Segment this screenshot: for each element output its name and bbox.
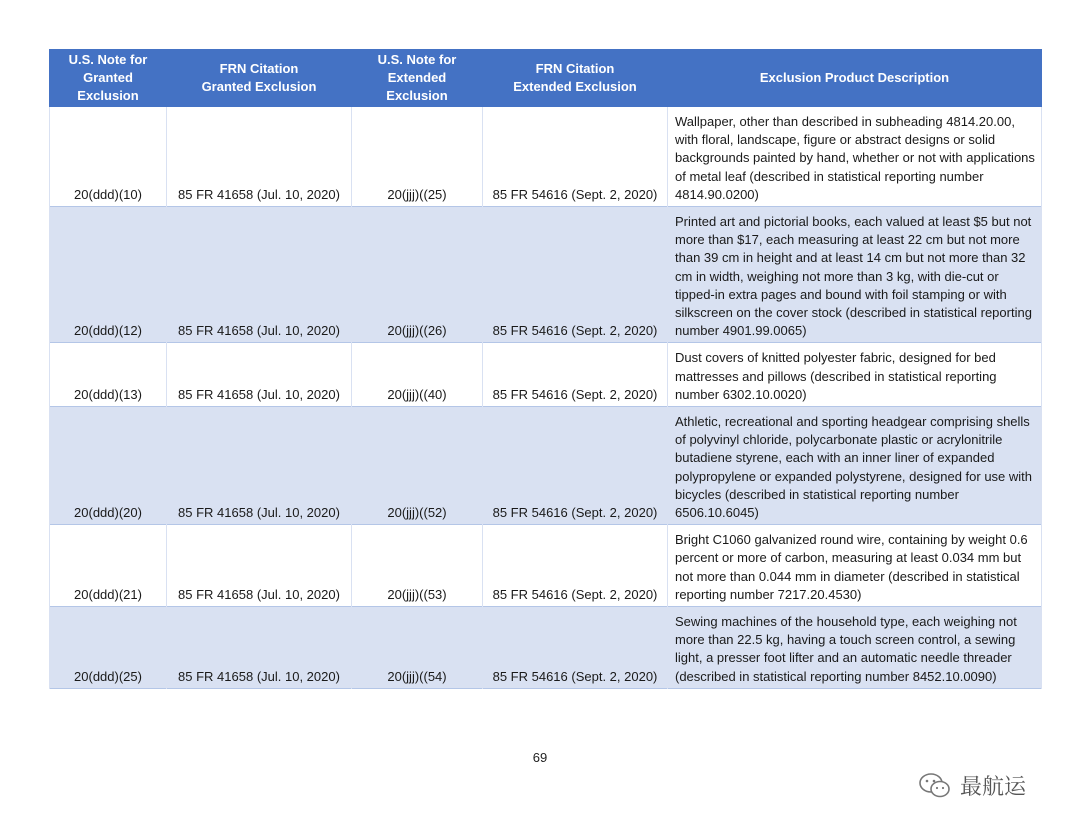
frn-extended-cell: 85 FR 54616 (Sept. 2, 2020) [483, 207, 668, 343]
description-cell: Wallpaper, other than described in subheading 4814.20.00, with floral, landscape, figure or abstract designs or solid backgrounds painted by hand, whether or not with applications of metal leaf (described in statistical reporting number 4814.90.0200) [668, 107, 1042, 207]
description-cell: Sewing machines of the household type, each weighing not more than 22.5 kg, having a touch screen control, a sewing light, a presser foot lifter and an automatic needle threader (described in statistical reporting number 8452.10.0090) [668, 607, 1042, 689]
frn-extended-cell: 85 FR 54616 (Sept. 2, 2020) [483, 407, 668, 525]
table-row [50, 343, 1042, 407]
note-granted-cell: 20(ddd)(21) [50, 525, 167, 607]
frn-granted-cell: 85 FR 41658 (Jul. 10, 2020) [167, 607, 352, 689]
header-description: Exclusion Product Description [668, 50, 1042, 107]
frn-granted-cell: 85 FR 41658 (Jul. 10, 2020) [167, 407, 352, 525]
watermark [918, 770, 1026, 801]
table-row [50, 607, 1042, 689]
note-extended-cell: 20(jjj)((26) [352, 207, 483, 343]
note-extended-cell: 20(jjj)((54) [352, 607, 483, 689]
header-frn-extended: FRN Citation Extended Exclusion [483, 50, 668, 107]
header-frn-granted: FRN Citation Granted Exclusion [167, 50, 352, 107]
note-extended-cell: 20(jjj)((53) [352, 525, 483, 607]
frn-extended-cell: 85 FR 54616 (Sept. 2, 2020) [483, 607, 668, 689]
frn-extended-cell: 85 FR 54616 (Sept. 2, 2020) [483, 343, 668, 407]
description-cell: Athletic, recreational and sporting headgear comprising shells of polyvinyl chloride, polycarbonate plastic or acrylonitrile butadiene styrene, each with an inner liner of expanded polypropylene or expanded polystyrene, designed for use with bicycles (described in statistical reporting number 6506.10.6045) [668, 407, 1042, 525]
note-extended-cell: 20(jjj)((25) [352, 107, 483, 207]
header-note-granted: U.S. Note for Granted Exclusion [50, 50, 167, 107]
wechat-icon [918, 772, 952, 800]
note-granted-cell: 20(ddd)(13) [50, 343, 167, 407]
table-row [50, 107, 1042, 207]
watermark-text: 最航运 [960, 775, 1027, 800]
description-cell: Dust covers of knitted polyester fabric, designed for bed mattresses and pillows (described in statistical reporting number 6302.10.0020) [668, 343, 1042, 407]
exclusions-table [49, 49, 1042, 689]
note-granted-cell: 20(ddd)(10) [50, 107, 167, 207]
table-row [50, 525, 1042, 607]
description-cell: Bright C1060 galvanized round wire, containing by weight 0.6 percent or more of carbon, measuring at least 0.034 mm but not more than 0.044 mm in diameter (described in statistical reporting number 7217.20.4530) [668, 525, 1042, 607]
frn-granted-cell: 85 FR 41658 (Jul. 10, 2020) [167, 207, 352, 343]
page-number: 69 [532, 750, 548, 765]
frn-granted-cell: 85 FR 41658 (Jul. 10, 2020) [167, 107, 352, 207]
description-cell: Printed art and pictorial books, each valued at least $5 but not more than $17, each measuring at least 22 cm but not more than 39 cm in height and at least 14 cm but not more than 32 cm in width, weighing not more than 3 kg, with die-cut or tipped-in extra pages and bound with foil stamping or with silkscreen on the cover stock (described in statistical reporting number 4901.99.0065) [668, 207, 1042, 343]
table-row [50, 207, 1042, 343]
frn-extended-cell: 85 FR 54616 (Sept. 2, 2020) [483, 107, 668, 207]
table-header-row [50, 50, 1042, 107]
frn-granted-cell: 85 FR 41658 (Jul. 10, 2020) [167, 525, 352, 607]
note-granted-cell: 20(ddd)(12) [50, 207, 167, 343]
frn-extended-cell: 85 FR 54616 (Sept. 2, 2020) [483, 525, 668, 607]
note-granted-cell: 20(ddd)(20) [50, 407, 167, 525]
note-granted-cell: 20(ddd)(25) [50, 607, 167, 689]
table-row [50, 407, 1042, 525]
note-extended-cell: 20(jjj)((52) [352, 407, 483, 525]
note-extended-cell: 20(jjj)((40) [352, 343, 483, 407]
frn-granted-cell: 85 FR 41658 (Jul. 10, 2020) [167, 343, 352, 407]
header-note-extended: U.S. Note for Extended Exclusion [352, 50, 483, 107]
